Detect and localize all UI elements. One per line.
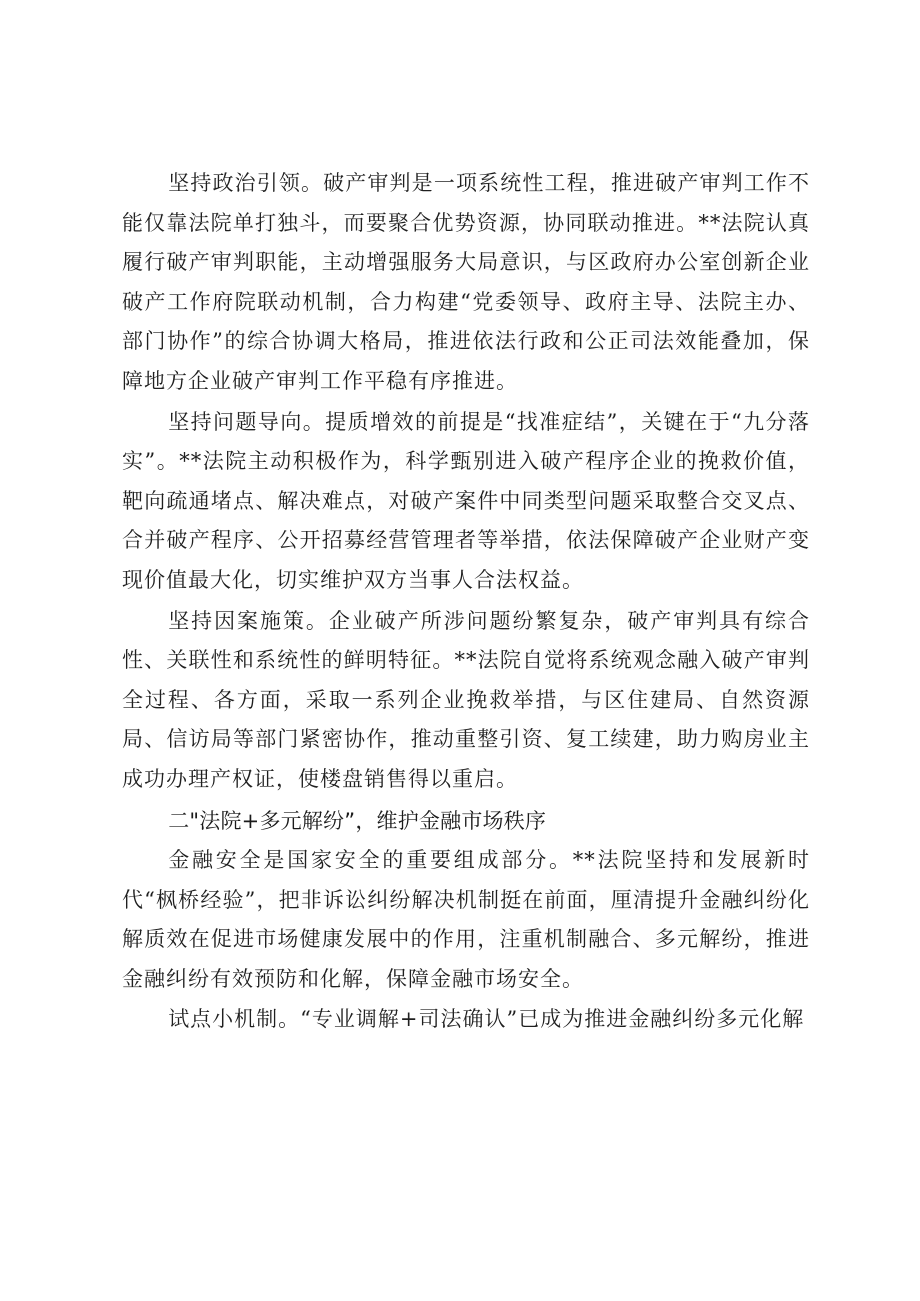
- document-body: [122, 164, 810, 1041]
- section-heading-court-diversified-dispute-resolution: 二"法院+多元解纷”，维护金融市场秩序: [168, 808, 547, 833]
- paragraph-political-leadership: 坚持政治引领。破产审判是一项系统性工程，推进破产审判工作不能仅靠法院单打独斗，而要聚合优势资源，协同联动推进。**法院认真履行破产审判职能，主动增强服务大局意识，与区政府办公室创新企业破产工作府院联动机制，合力构建“党委领导、政府主导、法院主办、部门协作”的综合协调大格局，推进依法行政和公正司法效能叠加，保障地方企业破产审判工作平稳有序推进。: [122, 171, 810, 393]
- paragraph-problem-orientation: 坚持问题导向。提质增效的前提是“找准症结”，关键在于“九分落实”。**法院主动积极作为，科学甄别进入破产程序企业的挽救价值，靶向疏通堵点、解决难点，对破产案件中同类型问题采取整合交叉点、合并破产程序、公开招募经营管理者等举措，依法保障破产企业财产变现价值最大化，切实维护双方当事人合法权益。: [122, 409, 810, 592]
- paragraph-pilot-mechanism: 试点小机制。“专业调解+司法确认”已成为推进金融纠纷多元化解: [168, 1007, 805, 1032]
- paragraph-case-specific-policy: 坚持因案施策。企业破产所涉问题纷繁复杂，破产审判具有综合性、关联性和系统性的鲜明特征。**法院自觉将系统观念融入破产审判全过程、各方面，采取一系列企业挽救举措，与区住建局、自然资源局、信访局等部门紧密协作，推动重整引资、复工续建，助力购房业主成功办理产权证，使楼盘销售得以重启。: [122, 608, 810, 791]
- paragraph-financial-security: 金融安全是国家安全的重要组成部分。**法院坚持和发展新时代“枫桥经验”，把非诉讼纠纷解决机制挺在前面，厘清提升金融纠纷化解质效在促进市场健康发展中的作用，注重机制融合、多元解纷，推进金融纠纷有效预防和化解，保障金融市场安全。: [122, 848, 810, 991]
